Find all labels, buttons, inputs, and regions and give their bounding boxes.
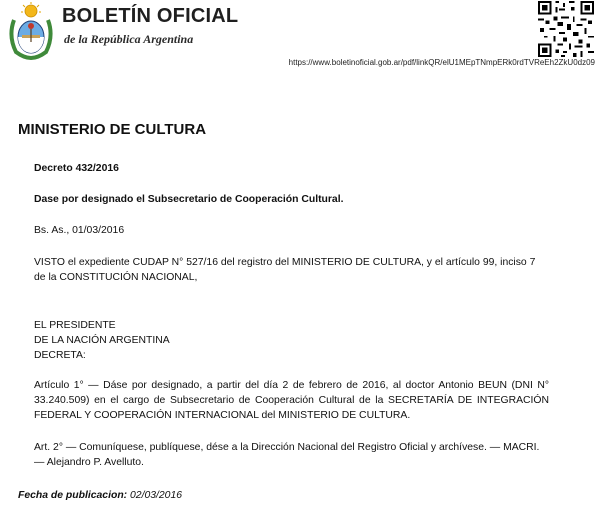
publication-date-label: Fecha de publicacion: xyxy=(18,490,128,501)
presidente-line: DECRETA: xyxy=(34,350,86,361)
presidente-block xyxy=(34,318,549,363)
document-url-link[interactable]: https://www.boletinoficial.gob.ar/pdf/linkQR/elU1MEpTNmpERk0rdTVReEh2ZkU0dz09 xyxy=(288,58,595,67)
qr-code-icon[interactable] xyxy=(538,1,594,57)
presidente-line: EL PRESIDENTE xyxy=(34,320,116,331)
publication-title: BOLETÍN OFICIAL xyxy=(62,5,239,27)
presidente-line: DE LA NACIÓN ARGENTINA xyxy=(34,335,170,346)
place-date: Bs. As., 01/03/2016 xyxy=(34,225,125,236)
article-2: Art. 2° — Comuníquese, publíquese, dése a la Dirección Nacional del Registro Oficial y archívese. — MACRI. — Alejandro P. Avelluto. xyxy=(34,442,540,468)
publication-date-value: 02/03/2016 xyxy=(130,490,183,501)
article-1: Artículo 1° — Dáse por designado, a partir del día 2 de febrero de 2016, al doctor Antonio BEUN (DNI N° 33.240.509) en el cargo de Subsecretario de Cooperación Cultural de la SECRETARÍA DE INTEGRACIÓN FEDERAL Y COOPERACIÓN INTERNACIONAL del MINISTERIO DE CULTURA. xyxy=(34,380,549,421)
argentina-coat-of-arms-icon xyxy=(6,2,56,60)
decree-title: Dase por designado el Subsecretario de Cooperación Cultural. xyxy=(34,194,344,205)
publication-date-line xyxy=(18,490,182,501)
publication-subtitle: de la República Argentina xyxy=(64,32,194,46)
ministry-heading: MINISTERIO DE CULTURA xyxy=(18,121,207,138)
visto-paragraph: VISTO el expediente CUDAP N° 527/16 del registro del MINISTERIO DE CULTURA, y el artículo 99, inciso 7 de la CONSTITUCIÓN NACIONAL, xyxy=(34,257,536,283)
decree-number: Decreto 432/2016 xyxy=(34,163,119,174)
header xyxy=(0,0,600,72)
